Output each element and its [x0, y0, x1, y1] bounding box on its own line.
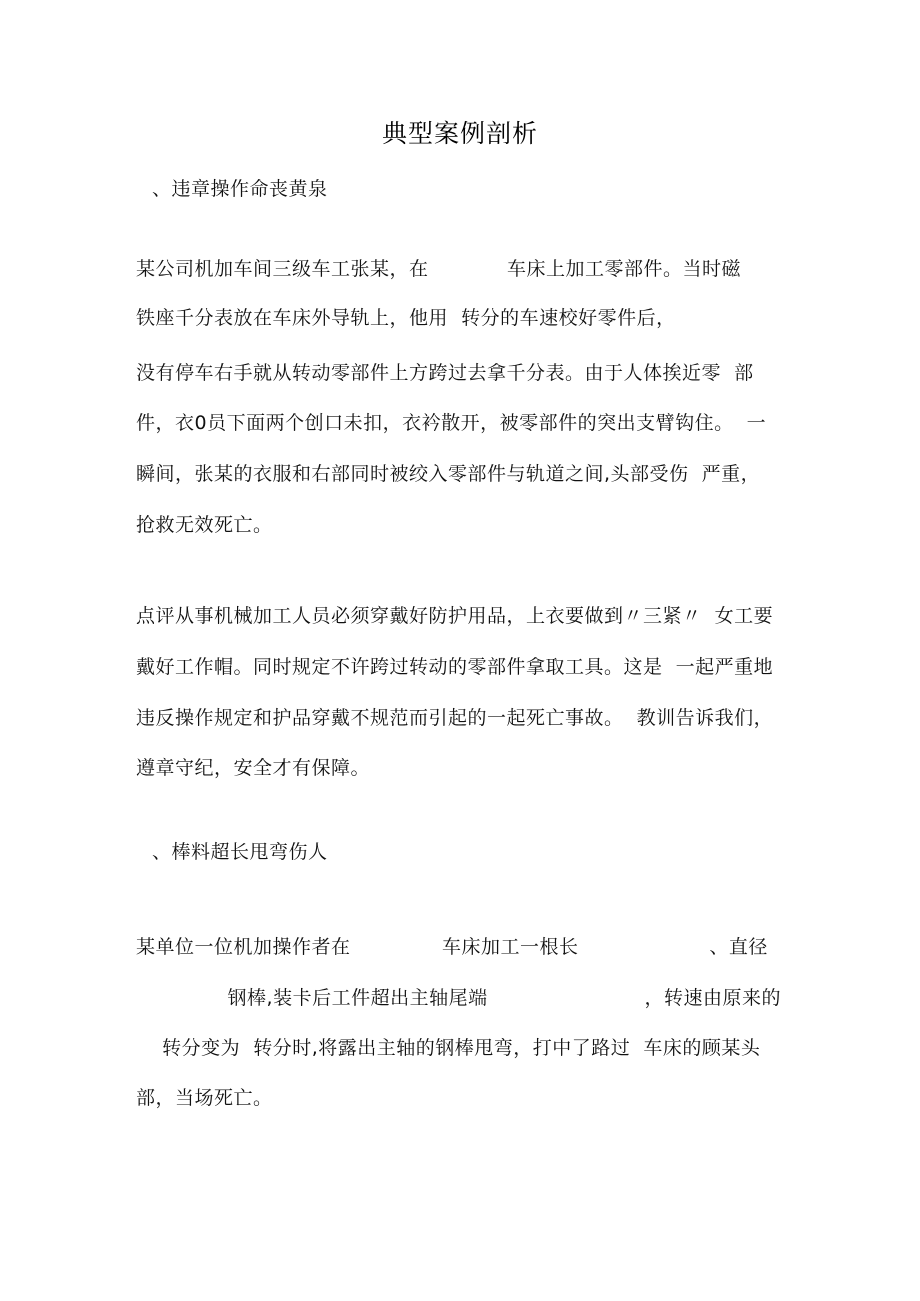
case1-line: 没有停车右手就从转动零部件上方跨过去拿千分表。由于人体挨近零 部 — [136, 362, 754, 384]
comment1-line: 遵章守纪，安全才有保障。 — [136, 757, 371, 779]
section-heading-2: 、棒料超长甩弯伤人 — [152, 841, 328, 863]
page-title: 典型案例剖析 — [381, 119, 538, 148]
case2-line: 某单位一位机加操作者在 车床加工一根长 、直径 — [136, 936, 768, 958]
case2-line: 部，当场死亡。 — [136, 1087, 273, 1109]
case2-line: 钢棒,装卡后工件超出主轴尾端 ，转速由原来的 — [136, 987, 782, 1009]
case1-line: 某公司机加车间三级车工张某，在 车床上加工零部件。当时磁 — [136, 258, 741, 280]
comment1-line: 点评从事机械加工人员必须穿戴好防护用品，上衣要做到〃三紧〃 女工要 — [136, 605, 774, 627]
case1-line: 瞬间，张某的衣服和右部同时被绞入零部件与轨道之间,头部受伤 严重， — [136, 463, 761, 485]
section-heading-1: 、违章操作命丧黄泉 — [152, 178, 328, 200]
case1-line: 抢救无效死亡。 — [136, 514, 273, 536]
case1-line: 铁座千分表放在车床外导轨上，他用 转分的车速校好零件后， — [136, 307, 676, 329]
comment1-line: 违反操作规定和护品穿戴不规范而引起的一起死亡事故。 教训告诉我们， — [136, 707, 774, 729]
case1-line: 件，衣0员下面两个创口未扣，衣衿散开，被零部件的突出支臂钩住。 一 — [136, 412, 767, 434]
comment1-line: 戴好工作帽。同时规定不许跨过转动的零部件拿取工具。这是 一起严重地 — [136, 656, 774, 678]
case2-line: 转分变为 转分时,将露出主轴的钢棒甩弯，打中了路过 车床的顾某头 — [136, 1037, 761, 1059]
